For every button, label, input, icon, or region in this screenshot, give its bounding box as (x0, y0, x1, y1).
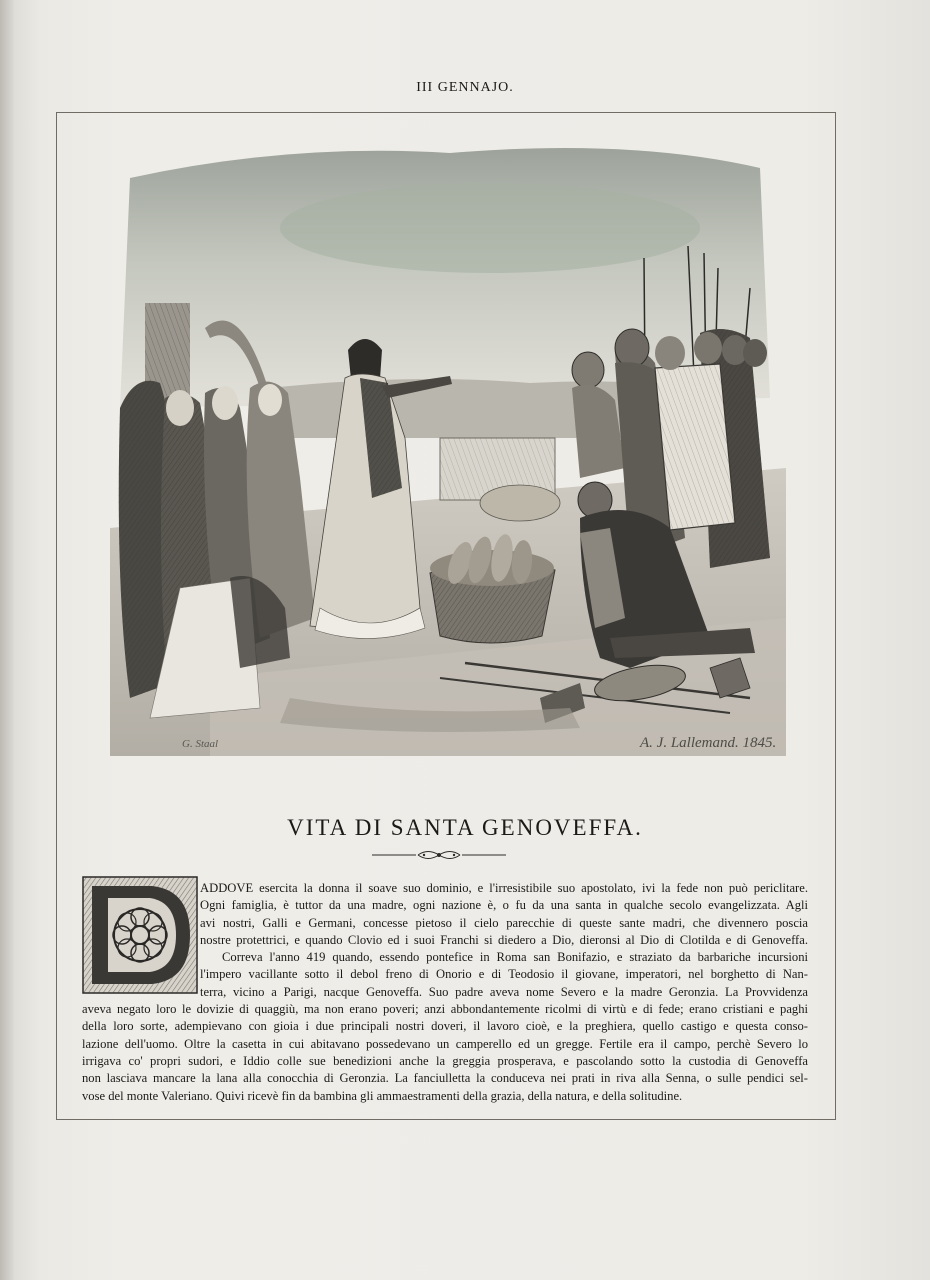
body-line: Correva l'anno 419 quando, essendo pontefice in Roma san Bonifazio, e straziato da barbariche incursioni (222, 950, 808, 965)
running-header: III GENNAJO. (416, 80, 514, 95)
article-body (82, 880, 808, 1105)
engraver-signature-right: A. J. Lallemand. 1845. (640, 735, 777, 751)
body-line: l'impero vacillante sotto il debol freno di Onorio e di Teodosio il giovane, imperatori, nel borghetto di Nan- (200, 967, 808, 982)
engraving-illustration (110, 138, 786, 756)
body-line: terra, vicino a Parigi, nacque Genoveffa. Suo padre aveva nome Severo e la madre Geronzia. La Provvidenza (200, 984, 808, 999)
body-line: Ogni famiglia, è tuttor da una madre, ogni nazione è, o fu da una santa in qualche secolo evangelizzata. Agli (200, 898, 808, 913)
page-gutter-shadow (0, 0, 14, 1280)
decorative-rule-ornament (372, 846, 506, 864)
body-line: lazione dell'uomo. Oltre la casetta in cui abitavano possedevano un camperello ed un gregge. Fertile era il campo, perchè Severo lo (82, 1036, 808, 1051)
article-title: VITA DI SANTA GENOVEFFA. (287, 815, 643, 841)
body-line: non lasciava mancare la lana alla conocchia di Geronzia. La fanciulletta la conduceva nei prati in riva alla Senna, o sulle pendici sel- (82, 1071, 808, 1086)
body-line: aveva negato loro le dovizie di quaggiù, ma non erano poveri; anzi abbondantemente ricolmi di virtù e di fede; erano cristiani e paghi (82, 1002, 808, 1017)
body-line: avi nostri, Galli e Germani, concesse pietoso il cielo parecchie di queste sante madri, che divennero poscia (200, 915, 808, 930)
engraver-signature-left: G. Staal (182, 738, 219, 750)
body-line: della loro sorte, adempievano con gioia i due principali nostri doveri, il lavoro cioè, e la preghiera, quello castigo e questa conso- (82, 1019, 808, 1034)
body-line: irrigava co' propri sudori, e Iddio colle sue benedizioni anche la greggia prosperava, e pascolando sotto la custodia di Genoveffa (82, 1053, 808, 1068)
body-line: nostre protettrici, e quando Clovio ed i suoi Franchi si diedero a Dio, dieronsi al Dio di Clotilda e di Genoveffa. (200, 932, 808, 947)
body-line: ADDOVE esercita la donna il soave suo dominio, e l'irresistibile suo apostolato, ivi la fede non può periclitare. (200, 881, 808, 895)
body-line: vose del monte Valeriano. Quivi ricevè fin da bambina gli ammaestramenti della grazia, della natura, e della solitudine. (82, 1088, 683, 1103)
